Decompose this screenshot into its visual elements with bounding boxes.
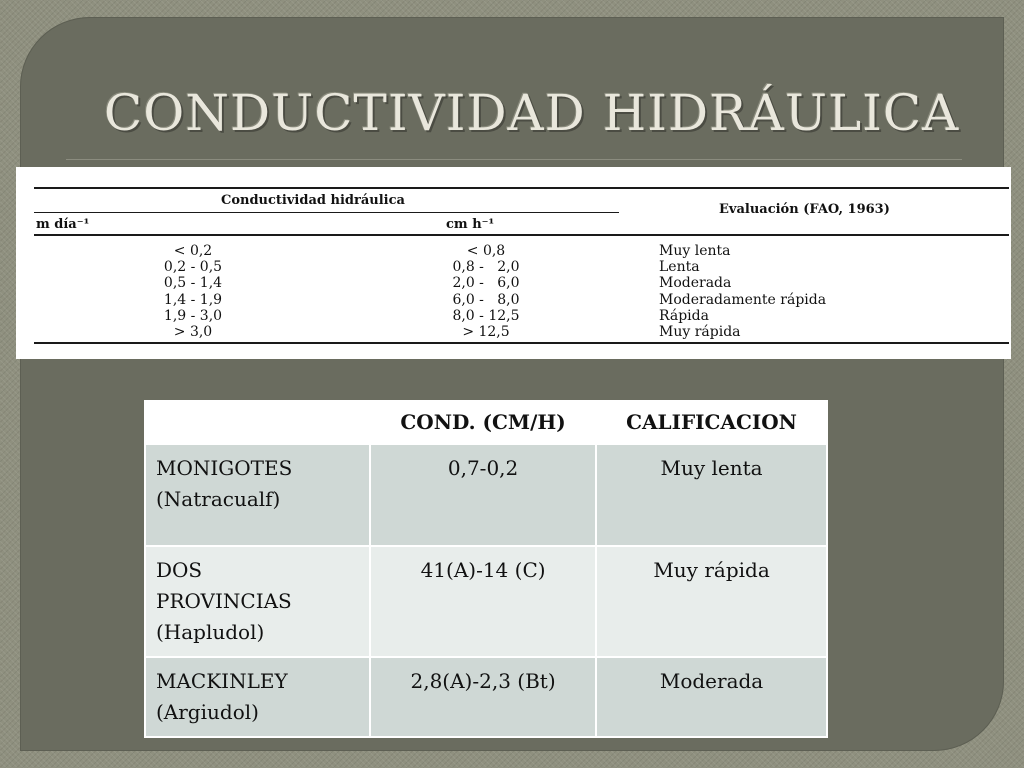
soil-name-cell	[145, 444, 370, 546]
scan-value: Muy lenta	[659, 243, 731, 259]
soil-name-cont: PROVINCIAS	[156, 589, 292, 613]
scan-value: > 3,0	[173, 324, 213, 341]
header-calificacion: CALIFICACION	[596, 401, 827, 444]
scan-header-eval: Evaluación (FAO, 1963)	[719, 202, 890, 217]
slide-title: CONDUCTIVIDAD HIDRÁULICA	[104, 84, 960, 142]
scan-column-cm-h	[426, 243, 546, 340]
soil-classification: (Natracualf)	[156, 487, 281, 511]
scan-value: 6,0 - 8,0	[452, 291, 520, 308]
table-row	[145, 444, 827, 546]
scan-column-eval	[659, 243, 959, 340]
scan-value: Rápida	[659, 307, 709, 324]
scan-value: 1,4 - 1,9	[163, 291, 223, 308]
table-row	[145, 657, 827, 737]
rating-cell: Muy rápida	[596, 546, 827, 657]
soil-classification: (Argiudol)	[156, 700, 259, 724]
table-row	[145, 546, 827, 657]
soil-name: DOS	[156, 558, 203, 582]
scan-value: Lenta	[659, 259, 700, 276]
scan-header-m-day: m día⁻¹	[36, 217, 90, 232]
header-cond: COND. (CM/H)	[370, 401, 596, 444]
scan-value: < 0,8	[466, 243, 506, 259]
soil-name: MACKINLEY	[156, 669, 288, 693]
table-header-row	[145, 401, 827, 444]
scan-column-m-day	[138, 243, 248, 340]
scan-value: < 0,2	[173, 243, 213, 259]
rating-cell: Moderada	[596, 657, 827, 737]
scan-value: Muy rápida	[659, 324, 741, 341]
soil-name: MONIGOTES	[156, 456, 293, 480]
conductivity-cell: 2,8(A)-2,3 (Bt)	[370, 657, 596, 737]
scan-value: 8,0 - 12,5	[452, 307, 520, 324]
scan-value: Moderadamente rápida	[659, 291, 827, 308]
scan-rule-header	[34, 234, 1009, 236]
soil-name-cell	[145, 546, 370, 657]
header-empty	[145, 401, 370, 444]
scan-rule-bottom	[34, 342, 1009, 344]
soil-conductivity-table	[144, 400, 828, 738]
scan-value: > 12,5	[462, 324, 510, 341]
soil-name-cell	[145, 657, 370, 737]
scan-value: 1,9 - 3,0	[163, 307, 223, 324]
scan-rule-top	[34, 187, 1009, 189]
soil-classification: (Hapludol)	[156, 620, 265, 644]
scan-value: 0,5 - 1,4	[163, 275, 223, 292]
scan-rule-group	[34, 212, 619, 213]
scan-header-group: Conductividad hidráulica	[221, 193, 405, 208]
scan-value: 2,0 - 6,0	[452, 275, 520, 292]
conductivity-cell: 41(A)-14 (C)	[370, 546, 596, 657]
scan-value: 0,2 - 0,5	[163, 259, 223, 276]
scan-value: Moderada	[659, 275, 732, 292]
conductivity-cell: 0,7-0,2	[370, 444, 596, 546]
title-divider	[66, 159, 962, 160]
scan-value: 0,8 - 2,0	[452, 259, 520, 276]
scanned-reference-table	[16, 167, 1011, 359]
scan-header-cm-h: cm h⁻¹	[446, 217, 495, 232]
rating-cell: Muy lenta	[596, 444, 827, 546]
